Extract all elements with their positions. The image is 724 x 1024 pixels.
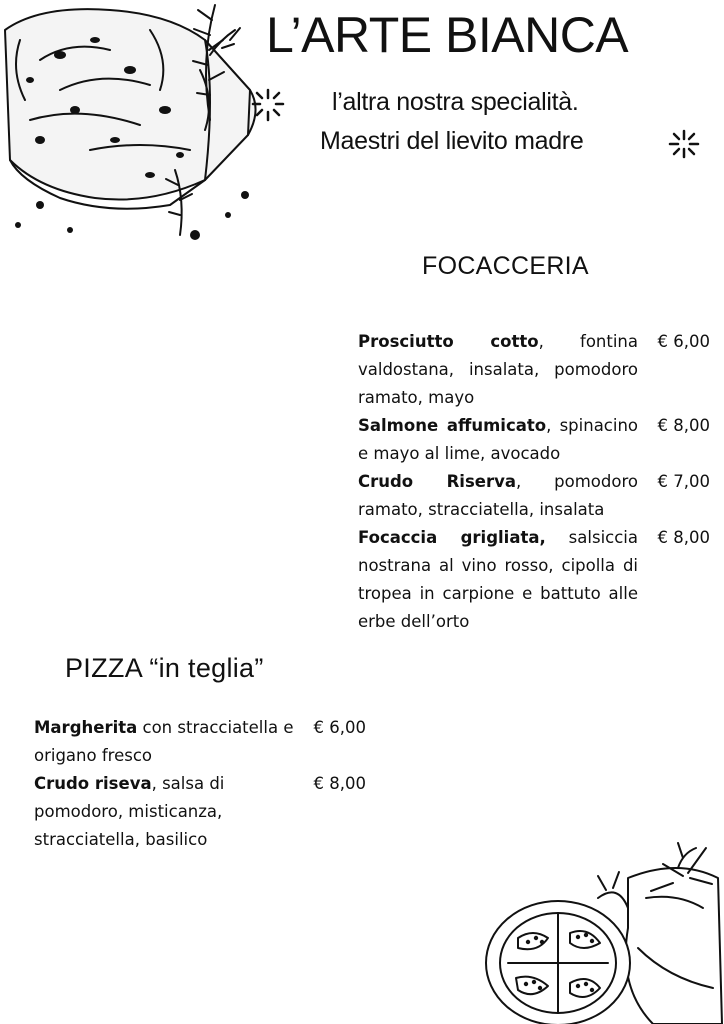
menu-item-description: [358, 328, 638, 412]
menu-item-name: Margherita: [34, 718, 138, 737]
menu-item-description: [34, 770, 296, 854]
menu-item-name: Prosciutto cotto: [358, 332, 539, 351]
restaurant-title: L’ARTE BIANCA: [266, 7, 629, 63]
menu-item: [34, 714, 366, 770]
menu-item-text: , fontina valdostana, insalata, pomodoro ramato, mayo: [358, 332, 638, 407]
menu-item-name: Crudo Riserva: [358, 472, 516, 491]
menu-item-price: € 6,00: [657, 332, 710, 351]
menu-item-description: [358, 524, 638, 636]
menu-item: [358, 524, 710, 636]
menu-item-price: € 6,00: [313, 718, 366, 737]
menu-item-text: , salsa di pomodoro, misticanza, stracciatella, basilico: [34, 774, 225, 849]
menu-item-description: [358, 468, 638, 524]
menu-item: [358, 468, 710, 524]
menu-item: [358, 328, 710, 412]
sparkle-icon: [664, 126, 704, 162]
pizza-menu: [34, 714, 366, 854]
menu-item-name: Focaccia grigliata,: [358, 528, 546, 547]
focacceria-menu: [358, 328, 710, 636]
focaccia-illustration: [0, 0, 290, 250]
focacceria-heading: FOCACCERIA: [422, 252, 589, 280]
tagline-line-1: l’altra nostra specialità.: [332, 88, 579, 116]
menu-item-price: € 7,00: [657, 472, 710, 491]
tagline-line-2: Maestri del lievito madre: [320, 127, 584, 155]
menu-item-description: [34, 714, 296, 770]
menu-item-text: salsiccia nostrana al vino rosso, cipolla di tropea in carpione e battuto alle erbe dell’orto: [358, 528, 638, 631]
menu-item-name: Salmone affumicato: [358, 416, 547, 435]
menu-item: [34, 770, 366, 854]
menu-item-text: , spinacino e mayo al lime, avocado: [358, 416, 639, 463]
menu-item-name: Crudo riseva: [34, 774, 152, 793]
menu-item-text: con stracciatella e origano fresco: [34, 718, 294, 765]
menu-item-price: € 8,00: [657, 528, 710, 547]
menu-item: [358, 412, 710, 468]
menu-item-description: [358, 412, 638, 468]
menu-item-text: , pomodoro ramato, stracciatella, insalata: [358, 472, 638, 519]
menu-item-price: € 8,00: [313, 774, 366, 793]
tomato-illustration: [478, 838, 724, 1024]
pizza-heading: PIZZA “in teglia”: [65, 653, 264, 683]
menu-item-price: € 8,00: [657, 416, 710, 435]
